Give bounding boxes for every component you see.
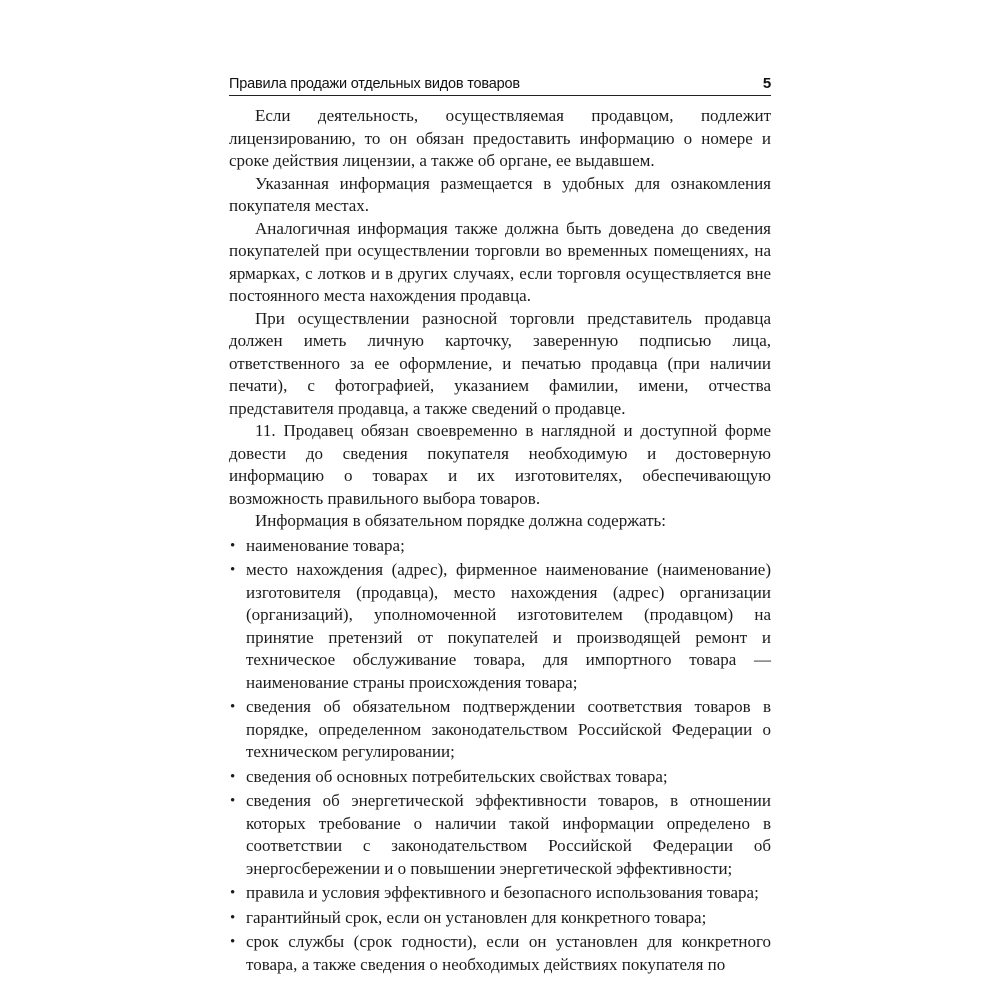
list-item	[229, 790, 771, 880]
running-header-title: Правила продажи отдельных видов товаров	[229, 76, 520, 92]
page-number: 5	[762, 75, 771, 92]
list-item	[229, 535, 771, 558]
paragraph-peddling-trade: При осуществлении разносной торговли представитель продавца должен иметь личную карточку, заверенную подписью лица, ответственного за ее оформление, и печатью продавца (при наличии печати), с фотографией, указанием фамилии, имени, отчества представителя продавца, а также сведений о продавце.	[229, 308, 771, 418]
paragraph-info-placement: Указанная информация размещается в удобных для ознакомления покупателя местах.	[229, 173, 771, 215]
paragraph-temporary-trade: Аналогичная информация также должна быть доведена до сведения покупателей при осуществлении торговли во временных помещениях, на ярмарках, с лотков и в других случаях, если торговля осуществляется вне постоянного места нахождения продавца.	[229, 218, 771, 305]
list-item-text: место нахождения (адрес), фирменное наименование (наименование) изготовителя (продавца), место нахождения (адрес) организации (организаций), уполномоченной изготовителем (продавцом) на принятие претензий от покупателей и производящей ремонт и техническое обслуживание товара, для импортного товара — наименование страны происхождения товара;	[246, 560, 771, 692]
list-item	[229, 766, 771, 789]
list-item	[229, 931, 771, 976]
bullet-icon: •	[230, 537, 236, 554]
list-item-text: сведения об основных потребительских свойствах товара;	[246, 766, 668, 786]
list-item-text: гарантийный срок, если он установлен для конкретного товара;	[246, 907, 707, 927]
paragraph-clause-11: 11. Продавец обязан своевременно в наглядной и доступной форме довести до сведения покупателя необходимую и достоверную информацию о товарах и их изготовителях, обеспечивающую возможность правильного выбора товаров.	[229, 421, 771, 508]
list-item-text: сведения об энергетической эффективности товаров, в отношении которых требование о наличии такой информации определено в соответствии с законодательством Российской Федерации об энергосбережении и о повышении энергетической эффективности;	[246, 791, 771, 878]
list-item-text: сведения об обязательном подтверждении соответствия товаров в порядке, определенном законодательством Российской Федерации о техническом регулировании;	[246, 697, 771, 761]
book-page	[229, 66, 771, 976]
bullet-list	[229, 535, 771, 977]
bullet-icon: •	[230, 768, 236, 785]
list-item	[229, 907, 771, 930]
list-item	[229, 696, 771, 764]
paragraph-info-contents: Информация в обязательном порядке должна содержать:	[255, 511, 666, 530]
bullet-icon: •	[230, 699, 236, 715]
bullet-icon: •	[230, 909, 236, 926]
list-item-text: срок службы (срок годности), если он установлен для конкретного товара, а также сведения о необходимых действиях покупателя по	[246, 932, 771, 974]
list-item-text: правила и условия эффективного и безопасного использования товара;	[246, 883, 759, 902]
bullet-icon: •	[230, 934, 236, 950]
bullet-icon: •	[230, 562, 236, 578]
bullet-icon: •	[230, 885, 236, 901]
running-header	[229, 66, 771, 96]
bullet-icon: •	[230, 793, 236, 809]
body-text	[229, 105, 771, 976]
list-item	[229, 559, 771, 694]
list-item-text: наименование товара;	[246, 535, 405, 555]
paragraph-license: Если деятельность, осуществляемая продавцом, подлежит лицензированию, то он обязан предоставить информацию о номере и сроке действия лицензии, а также об органе, ее выдавшем.	[229, 106, 771, 170]
list-item	[229, 882, 771, 905]
